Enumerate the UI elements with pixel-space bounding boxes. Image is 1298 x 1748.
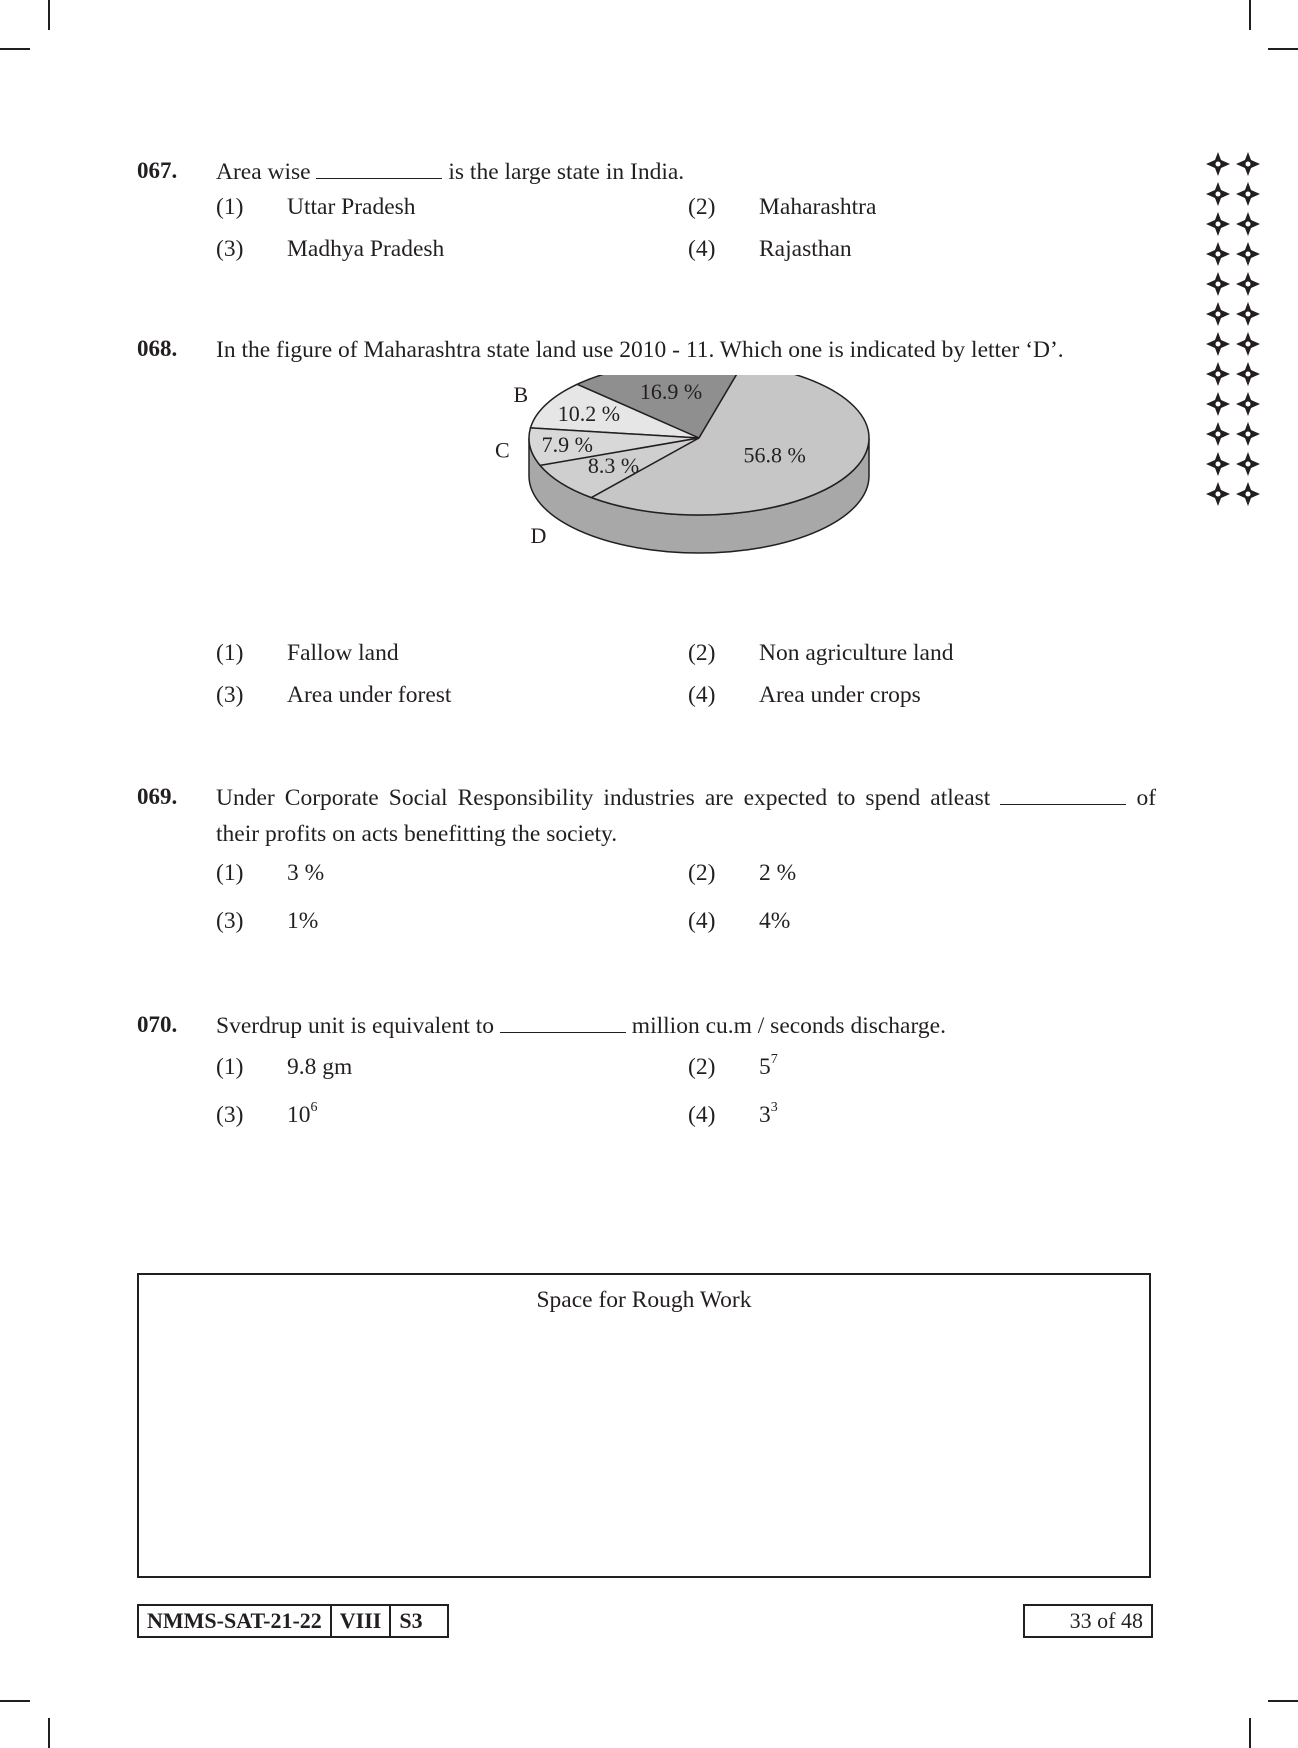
option-number: (3)	[216, 1102, 244, 1128]
crop-mark	[1249, 0, 1251, 30]
option-number: (1)	[216, 1054, 244, 1080]
option-number: (2)	[688, 194, 716, 220]
option-number: (2)	[688, 1054, 716, 1080]
question-number: 070.	[137, 1012, 178, 1037]
option-number: (4)	[688, 908, 716, 934]
answer-blank	[316, 156, 442, 179]
option-number: (3)	[216, 236, 244, 262]
answer-blank	[1000, 782, 1126, 805]
standard: VIII	[332, 1606, 392, 1636]
question-number: 068.	[137, 336, 178, 361]
option-text: Uttar Pradesh	[287, 194, 416, 220]
option-number: (4)	[688, 682, 716, 708]
question-number: 067.	[137, 158, 178, 183]
question-text: Area wise is the large state in India.	[216, 154, 1156, 190]
option-text: Area under forest	[287, 682, 452, 708]
option-text: 4%	[759, 908, 791, 934]
option-text: 9.8 gm	[287, 1054, 353, 1080]
option-number: (1)	[216, 640, 244, 666]
pie-value-label: 16.9 %	[639, 378, 703, 404]
option-text: 1%	[287, 908, 319, 934]
option-text: Non agriculture land	[759, 640, 954, 666]
pie-category-label: D	[530, 523, 547, 549]
crop-mark	[48, 1718, 50, 1748]
option-number: (4)	[688, 1102, 716, 1128]
pie-value-label: 8.3 %	[587, 452, 640, 478]
question-text: Under Corporate Social Responsibility industries are expected to spend atleast of their profits on acts benefitting the society.	[216, 780, 1156, 852]
crop-mark	[1268, 48, 1298, 50]
option-text: $10^6$	[287, 1100, 318, 1128]
option-number: (4)	[688, 236, 716, 262]
question-text: In the figure of Maharashtra state land use 2010 - 11. Which one is indicated by letter ‘D’.	[216, 337, 1064, 363]
rough-work-box	[137, 1273, 1151, 1578]
option-text: $5^7$	[759, 1052, 778, 1080]
option-number: (2)	[688, 640, 716, 666]
option-number: (2)	[688, 860, 716, 886]
page-number: 33 of 48	[1023, 1604, 1153, 1638]
series-code: S3	[399, 1608, 423, 1633]
answer-blank	[500, 1010, 626, 1033]
pie-value-label: 56.8 %	[743, 442, 806, 468]
option-text: 3 %	[287, 860, 325, 886]
option-number: (3)	[216, 908, 244, 934]
rough-work-title: Space for Rough Work	[536, 1287, 752, 1313]
option-text: Area under crops	[759, 682, 921, 708]
pie-value-label: 7.9 %	[541, 431, 593, 457]
option-text: Fallow land	[287, 640, 399, 666]
option-number: (3)	[216, 682, 244, 708]
option-text: Rajasthan	[759, 236, 852, 262]
option-number: (1)	[216, 194, 244, 220]
pie-value-label: 10.2 %	[557, 400, 621, 426]
crop-mark	[48, 0, 50, 30]
crop-mark	[1268, 1700, 1298, 1702]
decorative-ornament-icon	[1202, 150, 1264, 542]
pie-category-label: C	[494, 437, 510, 463]
option-text: Maharashtra	[759, 194, 877, 220]
crop-mark	[0, 1700, 30, 1702]
paper-code-box	[137, 1604, 449, 1638]
pie-category-label: B	[513, 381, 529, 407]
paper-code: NMMS-SAT-21-22	[139, 1606, 332, 1636]
question-number: 069.	[137, 784, 178, 809]
option-text: 2 %	[759, 860, 797, 886]
land-use-pie-chart	[480, 375, 880, 615]
option-text: Madhya Pradesh	[287, 236, 445, 262]
crop-mark	[0, 48, 30, 50]
question-text: Sverdrup unit is equivalent to million cu.m / seconds discharge.	[216, 1008, 1156, 1044]
option-number: (1)	[216, 860, 244, 886]
option-text: $3^3$	[759, 1100, 778, 1128]
crop-mark	[1249, 1718, 1251, 1748]
